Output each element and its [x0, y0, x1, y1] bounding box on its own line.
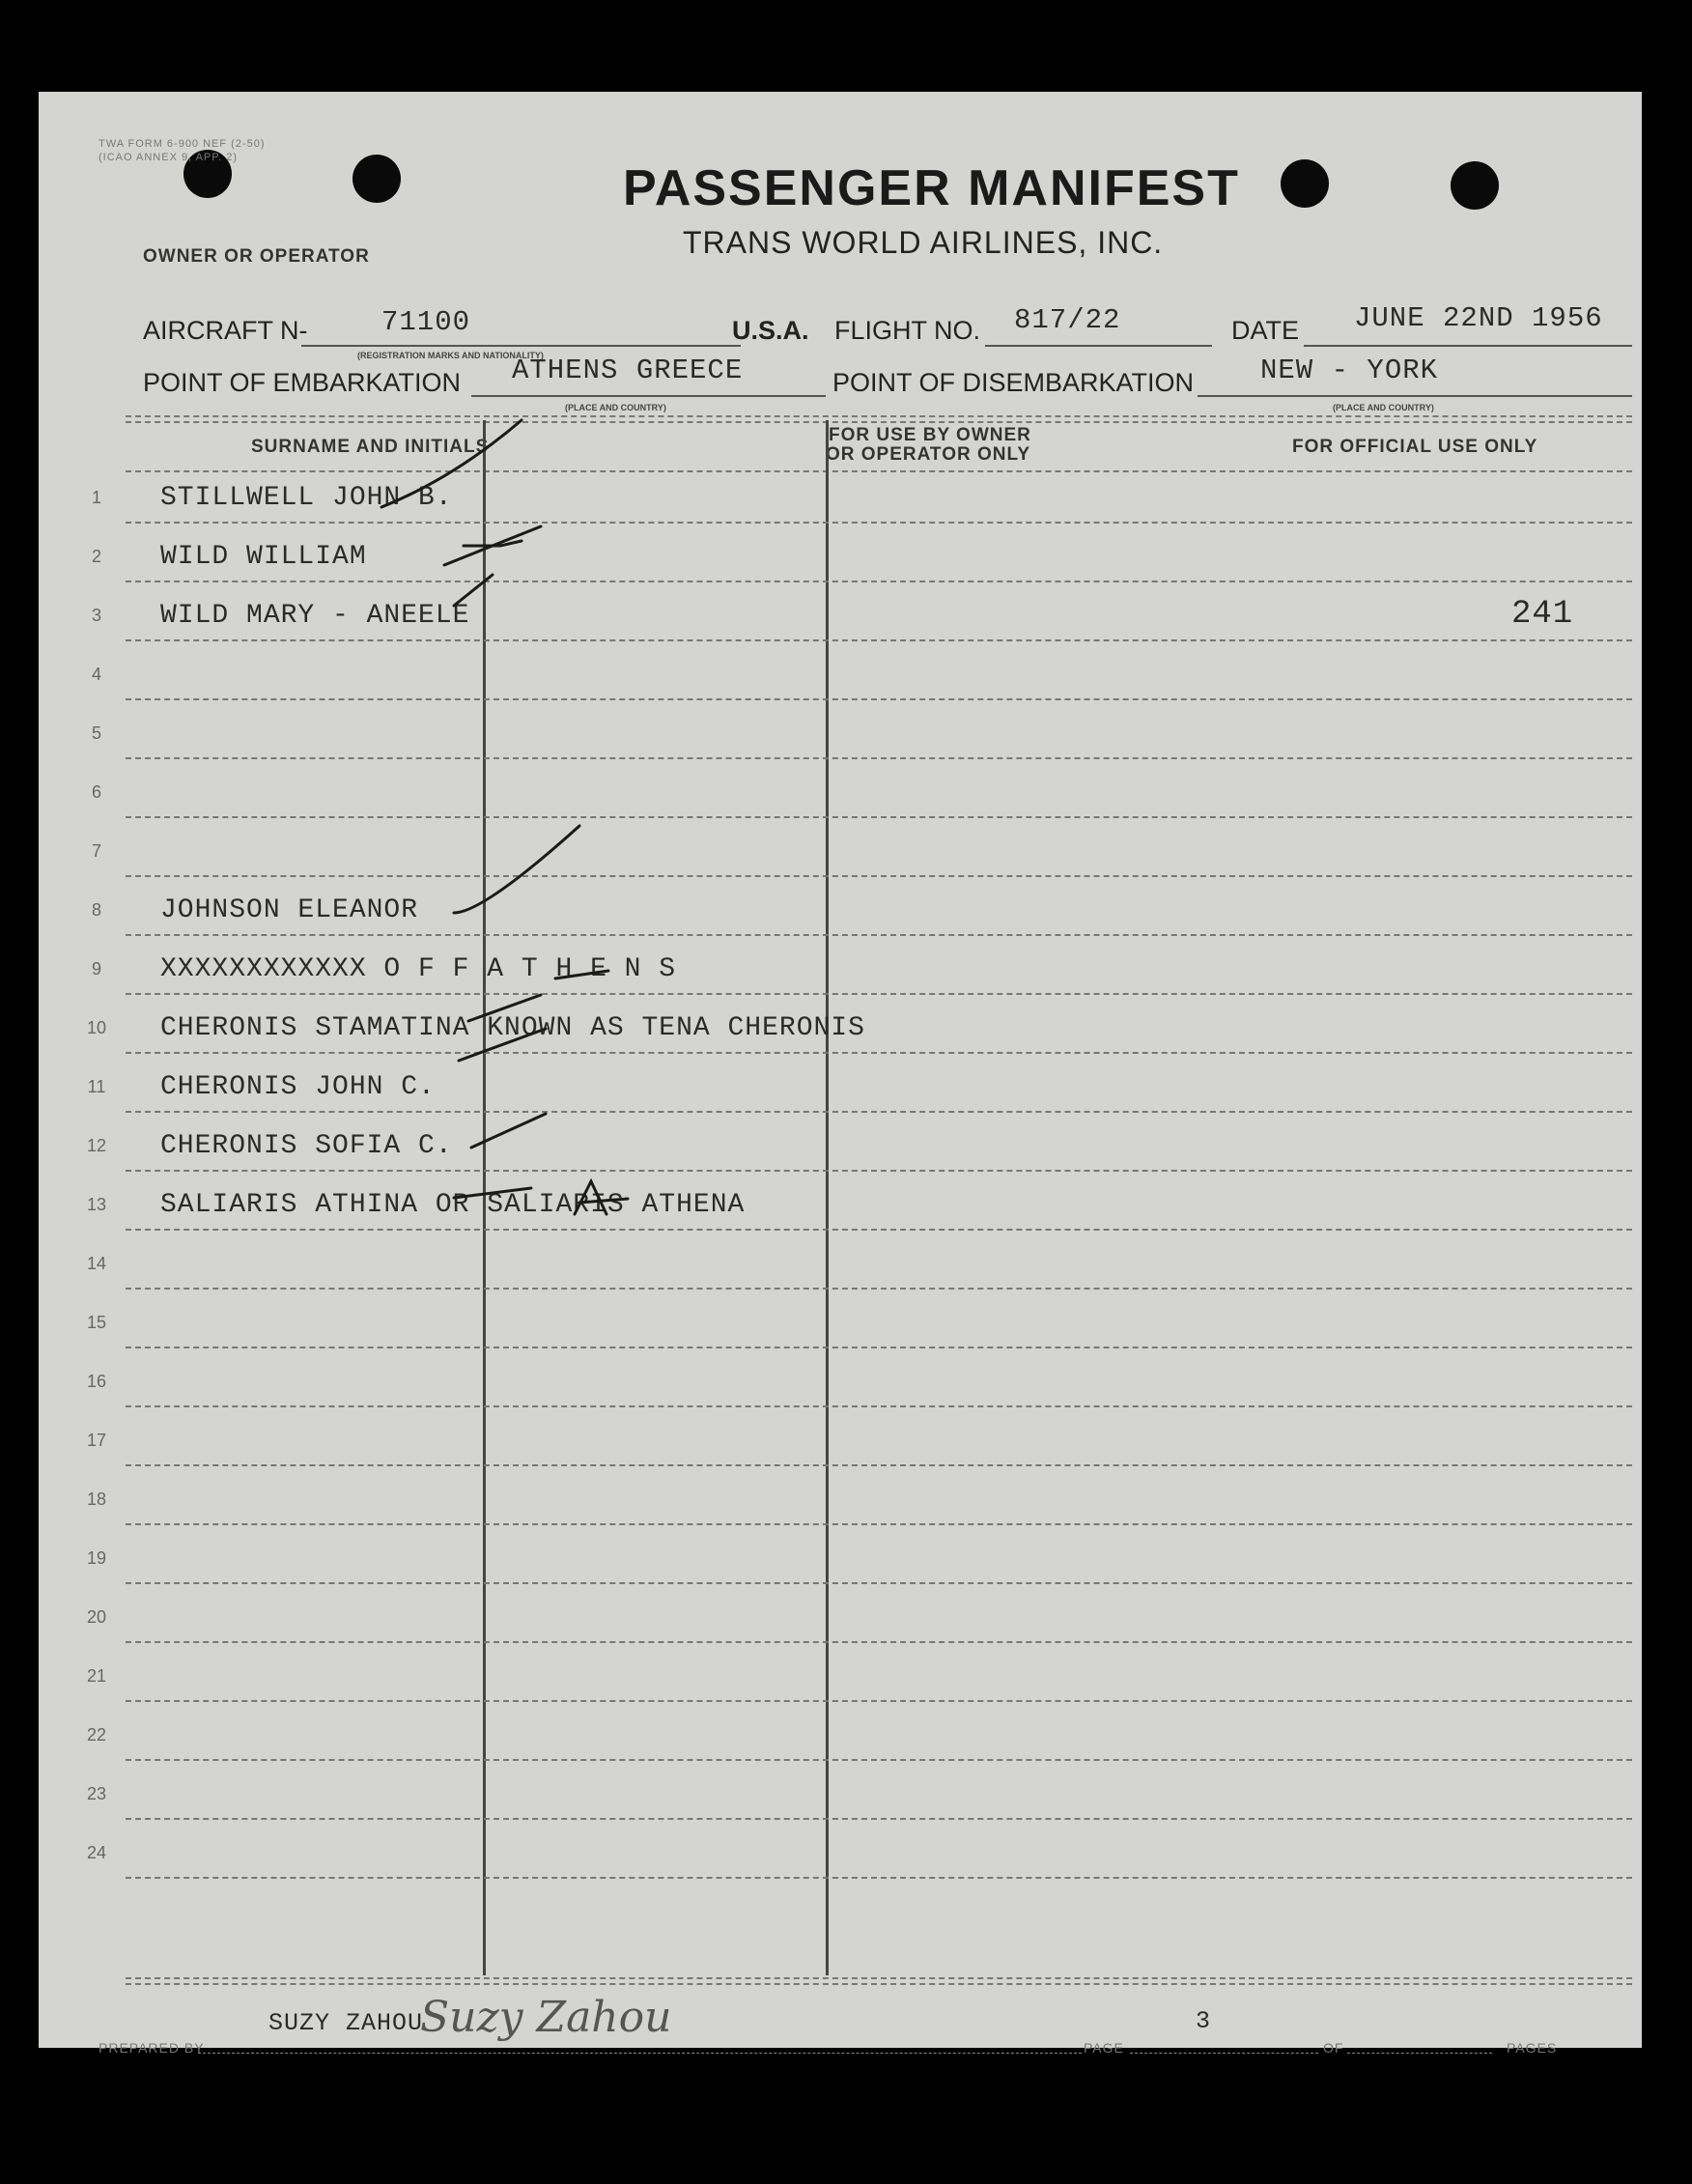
row-number: 20 — [86, 1607, 107, 1627]
row-number: 1 — [91, 488, 101, 507]
row-number: 14 — [86, 1254, 107, 1273]
passenger-name: XXXXXXXXXXXX O F F A T H E N S — [160, 954, 677, 984]
place-caption-left: (PLACE AND COUNTRY) — [565, 403, 666, 412]
carrier-name: TRANS WORLD AIRLINES, INC. — [683, 225, 1164, 260]
row-separator — [126, 1523, 1632, 1525]
row-separator — [126, 757, 1632, 759]
row-number: 17 — [86, 1431, 107, 1450]
row-number: 18 — [86, 1489, 107, 1509]
col-owner-header-2: OR OPERATOR ONLY — [826, 444, 1031, 465]
flight-number: 817/22 — [1014, 304, 1121, 336]
row-separator — [126, 522, 1632, 524]
registration-caption: (REGISTRATION MARKS AND NATIONALITY) — [357, 351, 544, 360]
row-separator — [126, 816, 1632, 818]
col-surname-header: SURNAME AND INITIALS — [251, 437, 490, 457]
passenger-name: CHERONIS STAMATINA KNOWN AS TENA CHERONIS — [160, 1013, 865, 1043]
row-number: 7 — [91, 841, 101, 861]
col-official-header: FOR OFFICIAL USE ONLY — [1292, 437, 1538, 457]
prepared-by-name: SUZY ZAHOU — [268, 2009, 424, 2037]
passenger-name: WILD MARY - ANEELE — [160, 601, 470, 631]
row-separator — [126, 1170, 1632, 1172]
embarkation-value: ATHENS GREECE — [512, 355, 744, 386]
row-number: 10 — [86, 1018, 107, 1037]
embarkation-label: POINT OF EMBARKATION — [143, 368, 462, 397]
punch-hole-2 — [352, 155, 401, 203]
row-separator — [126, 1700, 1632, 1702]
row-number: 15 — [86, 1313, 107, 1332]
passenger-name: JOHNSON ELEANOR — [160, 895, 419, 925]
row-number: 2 — [91, 547, 101, 566]
of-label: OF — [1323, 2040, 1344, 2056]
row-separator — [126, 698, 1632, 700]
col-owner-header-1: FOR USE BY OWNER — [829, 425, 1031, 445]
form-number: TWA FORM 6-900 NEF (2-50) — [99, 138, 266, 150]
form-annex: (ICAO ANNEX 9, APP. 2) — [99, 152, 239, 163]
disembarkation-value: NEW - YORK — [1260, 355, 1439, 386]
column-divider-2 — [826, 420, 829, 1975]
passenger-name: SALIARIS ATHINA OR SALIARIS ATHENA — [160, 1190, 746, 1220]
row-separator — [126, 993, 1632, 995]
preparer-signature: Suzy Zahou — [420, 1993, 672, 2042]
row-number: 13 — [86, 1195, 107, 1214]
row-separator — [126, 875, 1632, 877]
check-mark-row-8 — [454, 826, 579, 913]
aircraft-number: 71100 — [381, 306, 471, 338]
owner-operator-label: OWNER OR OPERATOR — [143, 246, 370, 267]
row-separator — [126, 1347, 1632, 1348]
row-number: 3 — [91, 606, 101, 625]
row-separator — [126, 1111, 1632, 1113]
manifest-sheet — [39, 92, 1642, 2056]
row-separator — [126, 1288, 1632, 1290]
row-number: 16 — [86, 1372, 107, 1391]
page-number: 3 — [1196, 2007, 1212, 2035]
disembarkation-label: POINT OF DISEMBARKATION — [832, 368, 1195, 397]
row-separator — [126, 581, 1632, 582]
date-label: DATE — [1231, 316, 1300, 345]
row-number: 22 — [86, 1725, 107, 1744]
manifest-title: PASSENGER MANIFEST — [623, 160, 1240, 216]
official-use-value: 241 — [1511, 596, 1574, 633]
row-separator — [126, 639, 1632, 641]
row-number: 9 — [91, 959, 101, 979]
row-number: 23 — [86, 1784, 107, 1803]
passenger-name: CHERONIS JOHN C. — [160, 1072, 436, 1102]
pages-label: PAGES — [1507, 2040, 1558, 2056]
page-label: PAGE — [1084, 2040, 1124, 2056]
punch-hole-3 — [1281, 159, 1329, 208]
row-number: 6 — [91, 782, 101, 802]
passenger-name: STILLWELL JOHN B. — [160, 483, 453, 513]
row-separator — [126, 934, 1632, 936]
aircraft-label: AIRCRAFT N- — [143, 316, 308, 345]
row-separator — [126, 1464, 1632, 1466]
row-number: 8 — [91, 900, 101, 920]
row-separator — [126, 1818, 1632, 1820]
row-number: 11 — [87, 1077, 106, 1096]
row-separator — [126, 1405, 1632, 1407]
punch-hole-4 — [1451, 161, 1499, 210]
row-number: 24 — [86, 1843, 107, 1862]
row-number: 5 — [91, 723, 101, 743]
row-number: 21 — [86, 1666, 107, 1686]
row-number: 12 — [86, 1136, 107, 1155]
row-number: 4 — [91, 665, 101, 684]
row-separator — [126, 1582, 1632, 1584]
row-separator — [126, 1759, 1632, 1761]
passenger-name: WILD WILLIAM — [160, 542, 367, 572]
check-mark-row-2 — [444, 526, 541, 565]
place-caption-right: (PLACE AND COUNTRY) — [1333, 403, 1434, 412]
row-separator — [126, 1052, 1632, 1054]
passenger-name: CHERONIS SOFIA C. — [160, 1131, 453, 1161]
flight-label: FLIGHT NO. — [834, 316, 981, 345]
row-separator — [126, 1641, 1632, 1643]
flight-prefix: U.S.A. — [732, 316, 809, 345]
flight-date: JUNE 22ND 1956 — [1354, 302, 1603, 334]
row-separator — [126, 1877, 1632, 1879]
row-separator — [126, 1229, 1632, 1231]
row-number: 19 — [86, 1548, 107, 1568]
prepared-by-label: PREPARED BY — [99, 2040, 205, 2056]
